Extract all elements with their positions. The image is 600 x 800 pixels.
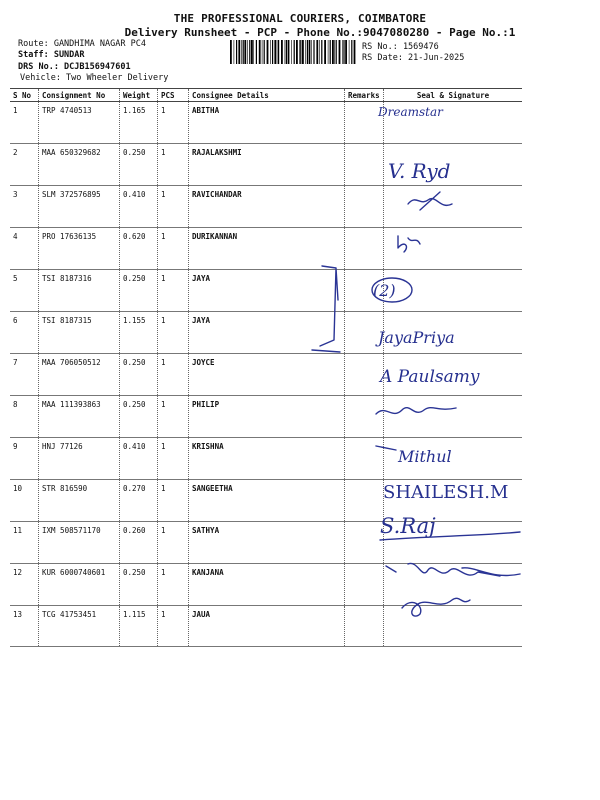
signature-1: Dreamstar <box>378 105 443 119</box>
cell-pcs: 1 <box>158 564 189 606</box>
barcode-bar <box>309 40 311 64</box>
table-row <box>10 270 522 312</box>
barcode-bar <box>274 40 276 64</box>
cell-weight: 0.410 <box>120 438 158 480</box>
cell-sno: 5 <box>10 270 39 312</box>
table-row <box>10 606 522 647</box>
barcode-bar <box>291 40 292 64</box>
barcode-bar <box>272 40 273 64</box>
cell-remarks <box>345 102 384 144</box>
cell-consignee: ABITHA <box>189 102 345 144</box>
barcode-bar <box>247 40 248 64</box>
cell-sno: 4 <box>10 228 39 270</box>
cell-remarks <box>345 522 384 564</box>
barcode-bar <box>251 40 253 64</box>
cell-consignment-no: TSI 8187316 <box>39 270 120 312</box>
cell-remarks <box>345 354 384 396</box>
cell-weight: 0.410 <box>120 186 158 228</box>
cell-consignment-no: PRO 17636135 <box>39 228 120 270</box>
route-label: Route: GANDHIMA NAGAR PC4 <box>18 39 146 49</box>
barcode-bar <box>256 40 257 64</box>
cell-consignee: SATHYA <box>189 522 345 564</box>
cell-pcs: 1 <box>158 396 189 438</box>
barcode-bar <box>286 40 287 64</box>
barcode-bar <box>328 40 329 64</box>
cell-pcs: 1 <box>158 228 189 270</box>
col-weight: Weight <box>120 89 158 102</box>
barcode-bar <box>267 40 269 64</box>
barcode-bar <box>262 40 263 64</box>
barcode-bar <box>349 40 350 64</box>
barcode-bar <box>305 40 306 64</box>
company-title: THE PROFESSIONAL COURIERS, COIMBATORE <box>173 12 427 25</box>
cell-remarks <box>345 564 384 606</box>
cell-consignee: RAJALAKSHMI <box>189 144 345 186</box>
barcode-bar <box>285 40 286 64</box>
cell-signature <box>384 396 523 438</box>
barcode <box>230 40 356 64</box>
table-row <box>10 480 522 522</box>
table-row <box>10 186 522 228</box>
cell-consignment-no: MAA 111393863 <box>39 396 120 438</box>
signature-6: JayaPriya <box>378 328 455 347</box>
cell-signature <box>384 354 523 396</box>
cell-weight: 0.260 <box>120 522 158 564</box>
cell-signature <box>384 522 523 564</box>
barcode-bar <box>264 40 265 64</box>
cell-sno: 12 <box>10 564 39 606</box>
cell-sno: 1 <box>10 102 39 144</box>
barcode-bar <box>241 40 242 64</box>
cell-remarks <box>345 606 384 647</box>
table-row <box>10 312 522 354</box>
cell-sno: 7 <box>10 354 39 396</box>
cell-sno: 13 <box>10 606 39 647</box>
table-row <box>10 228 522 270</box>
cell-remarks <box>345 396 384 438</box>
cell-consignee: JAUA <box>189 606 345 647</box>
signature-7: A Paulsamy <box>380 367 480 387</box>
cell-pcs: 1 <box>158 606 189 647</box>
cell-sno: 2 <box>10 144 39 186</box>
cell-weight: 1.115 <box>120 606 158 647</box>
cell-signature <box>384 606 523 647</box>
col-pcs: PCS <box>158 89 189 102</box>
cell-remarks <box>345 438 384 480</box>
cell-signature <box>384 480 523 522</box>
cell-consignment-no: TRP 4740513 <box>39 102 120 144</box>
cell-consignment-no: MAA 650329682 <box>39 144 120 186</box>
cell-consignment-no: SLM 372576895 <box>39 186 120 228</box>
cell-signature <box>384 144 523 186</box>
barcode-bar <box>249 40 250 64</box>
table-row <box>10 102 522 144</box>
barcode-bar <box>259 40 261 64</box>
cell-weight: 1.155 <box>120 312 158 354</box>
barcode-bar <box>351 40 352 64</box>
cell-weight: 0.250 <box>120 564 158 606</box>
cell-remarks <box>345 480 384 522</box>
signature-10: SHAILESH.M <box>383 482 509 503</box>
cell-consignee: JAYA <box>189 312 345 354</box>
cell-consignment-no: KUR 6000740601 <box>39 564 120 606</box>
barcode-bar <box>243 40 244 64</box>
table-header-row <box>10 89 522 102</box>
cell-consignment-no: MAA 706050512 <box>39 354 120 396</box>
table-row <box>10 438 522 480</box>
barcode-bar <box>342 40 343 64</box>
cell-weight: 0.250 <box>120 144 158 186</box>
rs-number: RS No.: 1569476 <box>362 42 439 52</box>
cell-signature <box>384 438 523 480</box>
table-row <box>10 396 522 438</box>
cell-weight: 0.270 <box>120 480 158 522</box>
barcode-bar <box>354 40 356 64</box>
barcode-bar <box>330 40 331 64</box>
cell-sno: 3 <box>10 186 39 228</box>
barcode-bar <box>324 40 326 64</box>
cell-pcs: 1 <box>158 438 189 480</box>
cell-consignment-no: HNJ 77126 <box>39 438 120 480</box>
cell-consignment-no: STR 816590 <box>39 480 120 522</box>
col-remarks: Remarks <box>345 89 384 102</box>
table-row <box>10 522 522 564</box>
delivery-table <box>10 88 522 647</box>
cell-remarks <box>345 270 384 312</box>
cell-signature <box>384 564 523 606</box>
cell-weight: 0.250 <box>120 396 158 438</box>
cell-weight: 0.620 <box>120 228 158 270</box>
barcode-bar <box>313 40 314 64</box>
runsheet-title: Delivery Runsheet - PCP - Phone No.:9047080280 - Page No.:1 <box>124 26 516 39</box>
barcode-bar <box>270 40 271 64</box>
cell-sno: 8 <box>10 396 39 438</box>
cell-consignment-no: IXM 508571170 <box>39 522 120 564</box>
cell-signature <box>384 228 523 270</box>
col-consignment: Consignment No <box>39 89 120 102</box>
cell-signature <box>384 312 523 354</box>
barcode-bar <box>343 40 344 64</box>
barcode-bar <box>234 40 235 64</box>
barcode-bar <box>345 40 347 64</box>
barcode-bar <box>278 40 279 64</box>
barcode-bar <box>236 40 237 64</box>
barcode-bar <box>316 40 318 64</box>
barcode-bar <box>307 40 308 64</box>
cell-consignment-no: TCG 41753451 <box>39 606 120 647</box>
drs-number: DRS No.: DCJB156947601 <box>18 62 131 72</box>
cell-consignee: KRISHNA <box>189 438 345 480</box>
cell-signature <box>384 102 523 144</box>
barcode-bar <box>294 40 295 64</box>
cell-pcs: 1 <box>158 312 189 354</box>
table-row <box>10 144 522 186</box>
barcode-bar <box>336 40 337 64</box>
vehicle-label: Vehicle: Two Wheeler Delivery <box>20 73 169 83</box>
cell-signature <box>384 186 523 228</box>
cell-signature <box>384 270 523 312</box>
cell-sno: 9 <box>10 438 39 480</box>
signature-5: (2) <box>373 281 396 300</box>
cell-pcs: 1 <box>158 102 189 144</box>
staff-label: Staff: SUNDAR <box>18 50 85 60</box>
cell-pcs: 1 <box>158 186 189 228</box>
signature-11: S.Raj <box>380 514 436 538</box>
barcode-bar <box>277 40 278 64</box>
barcode-bar <box>302 40 304 64</box>
col-signature: Seal & Signature <box>384 89 523 102</box>
barcode-bar <box>319 40 320 64</box>
barcode-bar <box>311 40 312 64</box>
barcode-bar <box>321 40 322 64</box>
cell-consignment-no: TSI 8187315 <box>39 312 120 354</box>
cell-pcs: 1 <box>158 522 189 564</box>
cell-consignee: PHILIP <box>189 396 345 438</box>
cell-consignee: JAYA <box>189 270 345 312</box>
cell-consignee: KANJANA <box>189 564 345 606</box>
cell-weight: 1.165 <box>120 102 158 144</box>
barcode-bar <box>334 40 335 64</box>
barcode-bar <box>299 40 300 64</box>
cell-pcs: 1 <box>158 144 189 186</box>
table-row <box>10 354 522 396</box>
barcode-bar <box>244 40 246 64</box>
cell-sno: 10 <box>10 480 39 522</box>
cell-remarks <box>345 186 384 228</box>
barcode-bar <box>339 40 341 64</box>
barcode-bar <box>288 40 290 64</box>
table-row <box>10 564 522 606</box>
barcode-bar <box>300 40 301 64</box>
cell-remarks <box>345 228 384 270</box>
barcode-bar <box>281 40 283 64</box>
cell-sno: 6 <box>10 312 39 354</box>
cell-pcs: 1 <box>158 480 189 522</box>
barcode-bar <box>230 40 232 64</box>
cell-consignee: JOYCE <box>189 354 345 396</box>
col-consignee: Consignee Details <box>189 89 345 102</box>
cell-remarks <box>345 312 384 354</box>
barcode-bar <box>253 40 254 64</box>
barcode-bar <box>332 40 334 64</box>
cell-pcs: 1 <box>158 270 189 312</box>
barcode-bar <box>296 40 298 64</box>
cell-pcs: 1 <box>158 354 189 396</box>
barcode-bar <box>238 40 240 64</box>
col-sno: S No <box>10 89 39 102</box>
cell-remarks <box>345 144 384 186</box>
signature-2: V. Ryd <box>388 159 451 183</box>
cell-sno: 11 <box>10 522 39 564</box>
cell-weight: 0.250 <box>120 270 158 312</box>
cell-consignee: SANGEETHA <box>189 480 345 522</box>
rs-date: RS Date: 21-Jun-2025 <box>362 53 465 63</box>
cell-weight: 0.250 <box>120 354 158 396</box>
cell-consignee: RAVICHANDAR <box>189 186 345 228</box>
signature-9: Mithul <box>398 447 452 466</box>
cell-consignee: DURIKANNAN <box>189 228 345 270</box>
